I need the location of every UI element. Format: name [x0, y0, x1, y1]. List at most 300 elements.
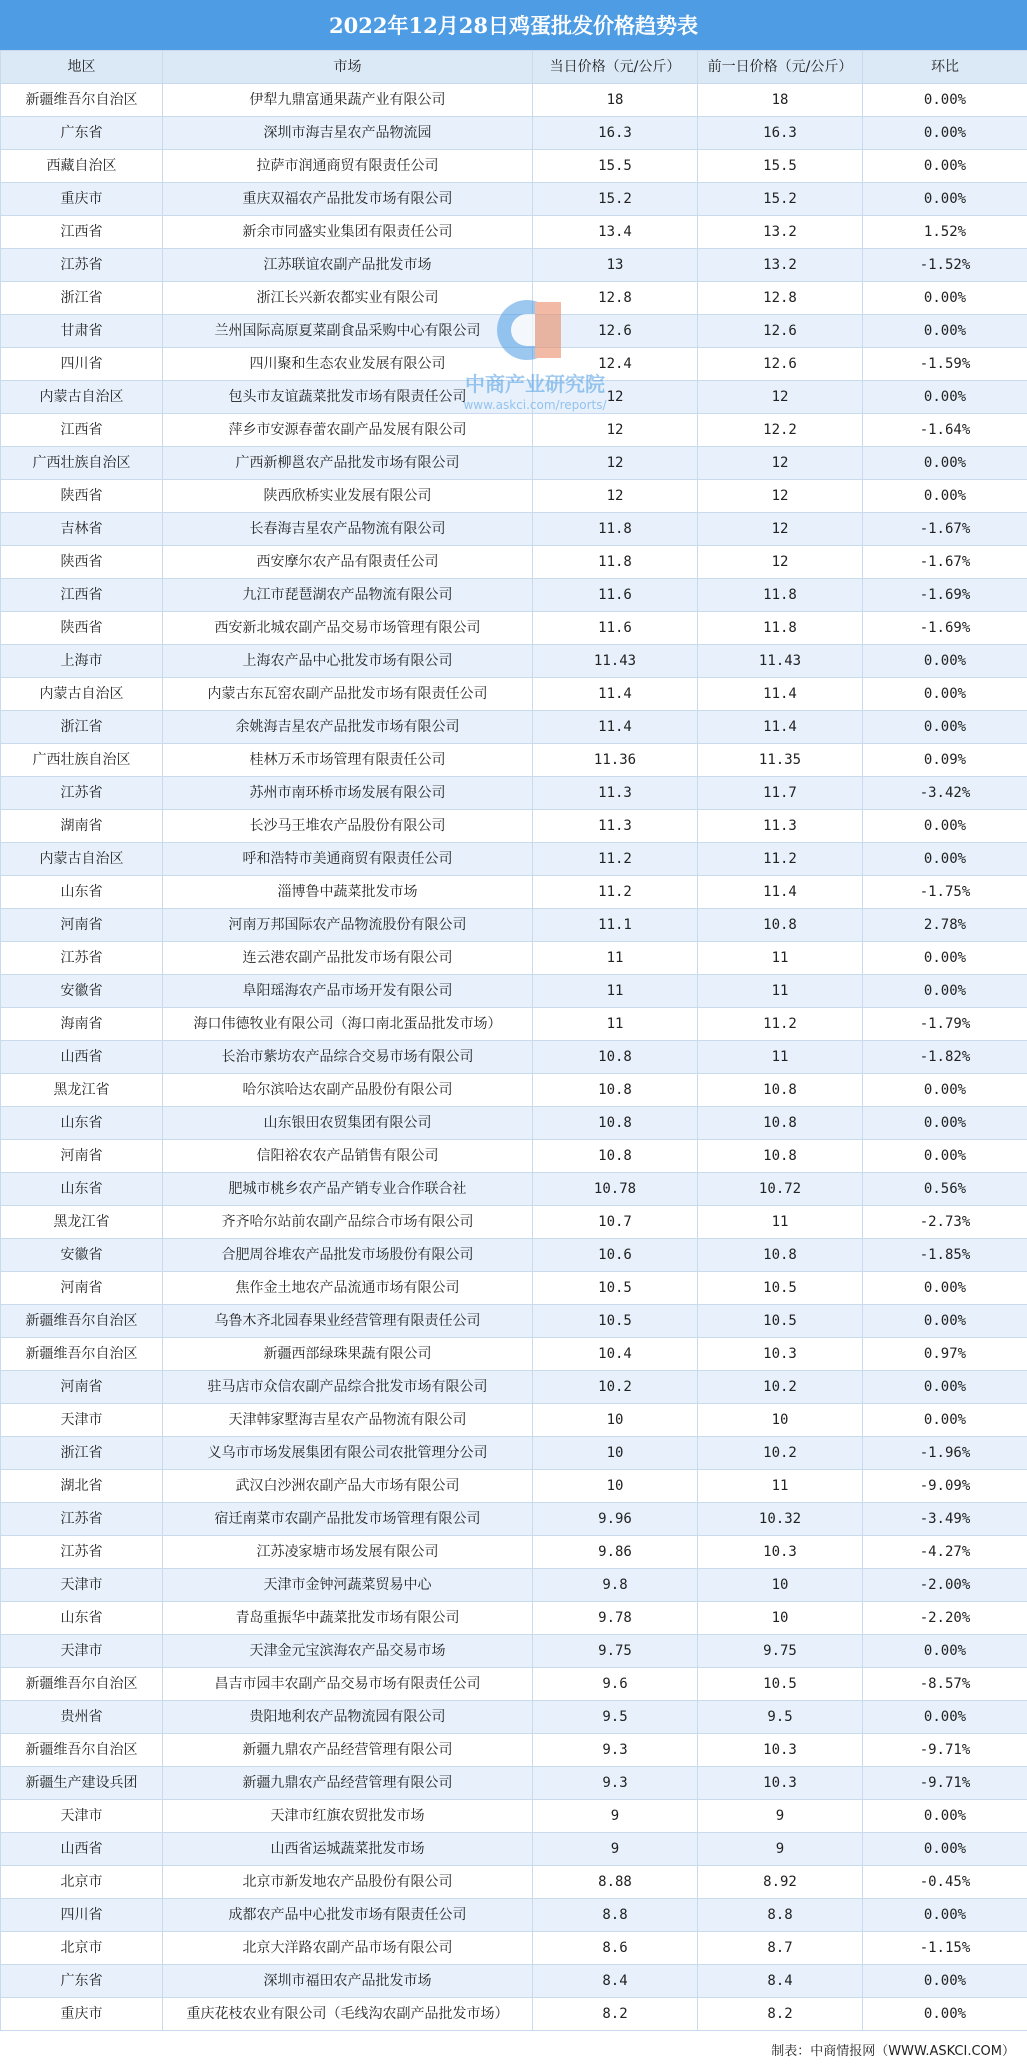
- today-price-cell: 9.86: [533, 1536, 698, 1569]
- today-price-cell: 11.1: [533, 909, 698, 942]
- market-cell: 长春海吉星农产品物流有限公司: [163, 513, 533, 546]
- today-price-cell: 10.5: [533, 1305, 698, 1338]
- change-cell: 0.00%: [863, 480, 1027, 513]
- region-cell: 天津市: [1, 1569, 163, 1602]
- previous-price-cell: 11: [698, 1470, 863, 1503]
- region-cell: 河南省: [1, 909, 163, 942]
- market-cell: 新疆九鼎农产品经营管理有限公司: [163, 1734, 533, 1767]
- market-cell: 北京大洋路农副产品市场有限公司: [163, 1932, 533, 1965]
- region-cell: 安徽省: [1, 975, 163, 1008]
- previous-price-cell: 8.8: [698, 1899, 863, 1932]
- column-header-change: 环比: [863, 51, 1027, 84]
- region-cell: 海南省: [1, 1008, 163, 1041]
- region-cell: 新疆维吾尔自治区: [1, 1305, 163, 1338]
- price-table: [0, 50, 1027, 2031]
- previous-price-cell: 10.5: [698, 1272, 863, 1305]
- today-price-cell: 10.2: [533, 1371, 698, 1404]
- market-cell: 桂林万禾市场管理有限责任公司: [163, 744, 533, 777]
- table-row: [1, 249, 1027, 282]
- market-cell: 陕西欣桥实业发展有限公司: [163, 480, 533, 513]
- region-cell: 陕西省: [1, 480, 163, 513]
- market-cell: 内蒙古东瓦窑农副产品批发市场有限责任公司: [163, 678, 533, 711]
- table-row: [1, 447, 1027, 480]
- previous-price-cell: 11: [698, 1041, 863, 1074]
- region-cell: 山东省: [1, 1602, 163, 1635]
- previous-price-cell: 12: [698, 480, 863, 513]
- today-price-cell: 10.6: [533, 1239, 698, 1272]
- today-price-cell: 11: [533, 1008, 698, 1041]
- region-cell: 河南省: [1, 1371, 163, 1404]
- change-cell: 0.00%: [863, 678, 1027, 711]
- table-row: [1, 1272, 1027, 1305]
- region-cell: 河南省: [1, 1140, 163, 1173]
- region-cell: 贵州省: [1, 1701, 163, 1734]
- market-cell: 齐齐哈尔站前农副产品综合市场有限公司: [163, 1206, 533, 1239]
- change-cell: -1.79%: [863, 1008, 1027, 1041]
- market-cell: 驻马店市众信农副产品综合批发市场有限公司: [163, 1371, 533, 1404]
- table-row: [1, 1734, 1027, 1767]
- previous-price-cell: 11.8: [698, 612, 863, 645]
- region-cell: 江苏省: [1, 249, 163, 282]
- change-cell: 0.00%: [863, 645, 1027, 678]
- change-cell: -3.42%: [863, 777, 1027, 810]
- market-cell: 北京市新发地农产品股份有限公司: [163, 1866, 533, 1899]
- today-price-cell: 11.2: [533, 876, 698, 909]
- table-row: [1, 810, 1027, 843]
- today-price-cell: 9.3: [533, 1767, 698, 1800]
- market-cell: 拉萨市润通商贸有限责任公司: [163, 150, 533, 183]
- change-cell: 0.00%: [863, 150, 1027, 183]
- previous-price-cell: 10.3: [698, 1734, 863, 1767]
- previous-price-cell: 8.92: [698, 1866, 863, 1899]
- market-cell: 广西新柳邕农产品批发市场有限公司: [163, 447, 533, 480]
- region-cell: 北京市: [1, 1866, 163, 1899]
- change-cell: 0.00%: [863, 1833, 1027, 1866]
- today-price-cell: 11.3: [533, 777, 698, 810]
- change-cell: 0.00%: [863, 447, 1027, 480]
- table-row: [1, 1569, 1027, 1602]
- previous-price-cell: 9: [698, 1833, 863, 1866]
- today-price-cell: 11.4: [533, 711, 698, 744]
- region-cell: 西藏自治区: [1, 150, 163, 183]
- previous-price-cell: 12: [698, 513, 863, 546]
- region-cell: 江西省: [1, 414, 163, 447]
- market-cell: 贵阳地利农产品物流园有限公司: [163, 1701, 533, 1734]
- today-price-cell: 11.6: [533, 612, 698, 645]
- change-cell: -9.71%: [863, 1734, 1027, 1767]
- table-row: [1, 1140, 1027, 1173]
- change-cell: 0.00%: [863, 1899, 1027, 1932]
- region-cell: 江苏省: [1, 1536, 163, 1569]
- previous-price-cell: 10.8: [698, 1239, 863, 1272]
- market-cell: 昌吉市园丰农副产品交易市场有限责任公司: [163, 1668, 533, 1701]
- today-price-cell: 10: [533, 1437, 698, 1470]
- market-cell: 阜阳瑶海农产品市场开发有限公司: [163, 975, 533, 1008]
- previous-price-cell: 11.43: [698, 645, 863, 678]
- market-cell: 焦作金土地农产品流通市场有限公司: [163, 1272, 533, 1305]
- previous-price-cell: 9: [698, 1800, 863, 1833]
- market-cell: 武汉白沙洲农副产品大市场有限公司: [163, 1470, 533, 1503]
- previous-price-cell: 11.3: [698, 810, 863, 843]
- change-cell: -2.73%: [863, 1206, 1027, 1239]
- market-cell: 萍乡市安源春蕾农副产品发展有限公司: [163, 414, 533, 447]
- table-row: [1, 777, 1027, 810]
- table-row: [1, 513, 1027, 546]
- region-cell: 湖北省: [1, 1470, 163, 1503]
- previous-price-cell: 10.5: [698, 1305, 863, 1338]
- today-price-cell: 10: [533, 1404, 698, 1437]
- today-price-cell: 10.78: [533, 1173, 698, 1206]
- market-cell: 连云港农副产品批发市场有限公司: [163, 942, 533, 975]
- previous-price-cell: 10: [698, 1602, 863, 1635]
- footer-source: 制表：中商情报网（WWW.ASKCI.COM）: [771, 2044, 1015, 2059]
- market-cell: 长沙马王堆农产品股份有限公司: [163, 810, 533, 843]
- previous-price-cell: 9.75: [698, 1635, 863, 1668]
- table-row: [1, 1206, 1027, 1239]
- region-cell: 浙江省: [1, 711, 163, 744]
- table-row: [1, 1965, 1027, 1998]
- change-cell: 0.09%: [863, 744, 1027, 777]
- region-cell: 湖南省: [1, 810, 163, 843]
- previous-price-cell: 18: [698, 84, 863, 117]
- previous-price-cell: 15.2: [698, 183, 863, 216]
- previous-price-cell: 13.2: [698, 216, 863, 249]
- change-cell: 0.97%: [863, 1338, 1027, 1371]
- table-row: [1, 612, 1027, 645]
- change-cell: 0.00%: [863, 1635, 1027, 1668]
- change-cell: -1.82%: [863, 1041, 1027, 1074]
- today-price-cell: 11.43: [533, 645, 698, 678]
- previous-price-cell: 8.2: [698, 1998, 863, 2031]
- change-cell: 0.00%: [863, 843, 1027, 876]
- previous-price-cell: 16.3: [698, 117, 863, 150]
- market-cell: 上海农产品中心批发市场有限公司: [163, 645, 533, 678]
- column-header-market: 市场: [163, 51, 533, 84]
- today-price-cell: 11.8: [533, 546, 698, 579]
- market-cell: 新疆九鼎农产品经营管理有限公司: [163, 1767, 533, 1800]
- table-row: [1, 1239, 1027, 1272]
- market-cell: 山西省运城蔬菜批发市场: [163, 1833, 533, 1866]
- previous-price-cell: 12.6: [698, 315, 863, 348]
- market-cell: 浙江长兴新农都实业有限公司: [163, 282, 533, 315]
- region-cell: 浙江省: [1, 1437, 163, 1470]
- region-cell: 江西省: [1, 216, 163, 249]
- region-cell: 新疆维吾尔自治区: [1, 1668, 163, 1701]
- market-cell: 山东银田农贸集团有限公司: [163, 1107, 533, 1140]
- today-price-cell: 15.5: [533, 150, 698, 183]
- change-cell: -1.69%: [863, 612, 1027, 645]
- table-row: [1, 1800, 1027, 1833]
- market-cell: 青岛重振华中蔬菜批发市场有限公司: [163, 1602, 533, 1635]
- previous-price-cell: 10.8: [698, 1140, 863, 1173]
- today-price-cell: 18: [533, 84, 698, 117]
- change-cell: 0.00%: [863, 1998, 1027, 2031]
- market-cell: 四川聚和生态农业发展有限公司: [163, 348, 533, 381]
- today-price-cell: 9.6: [533, 1668, 698, 1701]
- table-row: [1, 480, 1027, 513]
- today-price-cell: 8.8: [533, 1899, 698, 1932]
- previous-price-cell: 8.7: [698, 1932, 863, 1965]
- market-cell: 乌鲁木齐北园春果业经营管理有限责任公司: [163, 1305, 533, 1338]
- table-row: [1, 1404, 1027, 1437]
- market-cell: 包头市友谊蔬菜批发市场有限责任公司: [163, 381, 533, 414]
- today-price-cell: 10: [533, 1470, 698, 1503]
- previous-price-cell: 10.2: [698, 1371, 863, 1404]
- region-cell: 内蒙古自治区: [1, 678, 163, 711]
- change-cell: -2.20%: [863, 1602, 1027, 1635]
- region-cell: 山西省: [1, 1041, 163, 1074]
- market-cell: 伊犁九鼎富通果蔬产业有限公司: [163, 84, 533, 117]
- change-cell: 0.56%: [863, 1173, 1027, 1206]
- table-row: [1, 975, 1027, 1008]
- change-cell: 0.00%: [863, 1371, 1027, 1404]
- region-cell: 陕西省: [1, 612, 163, 645]
- region-cell: 北京市: [1, 1932, 163, 1965]
- previous-price-cell: 11.8: [698, 579, 863, 612]
- region-cell: 广西壮族自治区: [1, 447, 163, 480]
- market-cell: 深圳市海吉星农产品物流园: [163, 117, 533, 150]
- market-cell: 哈尔滨哈达农副产品股份有限公司: [163, 1074, 533, 1107]
- watermark-url: www.askci.com/reports/: [463, 398, 607, 412]
- market-cell: 海口伟德牧业有限公司（海口南北蛋品批发市场）: [163, 1008, 533, 1041]
- table-row: [1, 84, 1027, 117]
- previous-price-cell: 12: [698, 381, 863, 414]
- previous-price-cell: 13.2: [698, 249, 863, 282]
- change-cell: 0.00%: [863, 1272, 1027, 1305]
- previous-price-cell: 8.4: [698, 1965, 863, 1998]
- today-price-cell: 12.6: [533, 315, 698, 348]
- market-cell: 新疆西部绿珠果蔬有限公司: [163, 1338, 533, 1371]
- market-cell: 肥城市桃乡农产品产销专业合作联合社: [163, 1173, 533, 1206]
- table-row: [1, 1701, 1027, 1734]
- previous-price-cell: 10.8: [698, 1074, 863, 1107]
- change-cell: 0.00%: [863, 1404, 1027, 1437]
- change-cell: -4.27%: [863, 1536, 1027, 1569]
- region-cell: 天津市: [1, 1635, 163, 1668]
- region-cell: 四川省: [1, 348, 163, 381]
- region-cell: 黑龙江省: [1, 1206, 163, 1239]
- previous-price-cell: 12.6: [698, 348, 863, 381]
- region-cell: 新疆生产建设兵团: [1, 1767, 163, 1800]
- region-cell: 天津市: [1, 1800, 163, 1833]
- change-cell: -1.67%: [863, 546, 1027, 579]
- change-cell: 0.00%: [863, 84, 1027, 117]
- table-row: [1, 579, 1027, 612]
- table-row: [1, 909, 1027, 942]
- previous-price-cell: 10.8: [698, 909, 863, 942]
- previous-price-cell: 11: [698, 975, 863, 1008]
- region-cell: 河南省: [1, 1272, 163, 1305]
- change-cell: 0.00%: [863, 1107, 1027, 1140]
- previous-price-cell: 12: [698, 447, 863, 480]
- market-cell: 西安新北城农副产品交易市场管理有限公司: [163, 612, 533, 645]
- change-cell: 0.00%: [863, 810, 1027, 843]
- change-cell: 0.00%: [863, 117, 1027, 150]
- market-cell: 信阳裕农农产品销售有限公司: [163, 1140, 533, 1173]
- table-row: [1, 1635, 1027, 1668]
- previous-price-cell: 10: [698, 1569, 863, 1602]
- previous-price-cell: 12.2: [698, 414, 863, 447]
- change-cell: 0.00%: [863, 1800, 1027, 1833]
- table-row: [1, 1536, 1027, 1569]
- table-row: [1, 711, 1027, 744]
- change-cell: 2.78%: [863, 909, 1027, 942]
- table-row: [1, 1008, 1027, 1041]
- region-cell: 广西壮族自治区: [1, 744, 163, 777]
- table-row: [1, 315, 1027, 348]
- table-row: [1, 1899, 1027, 1932]
- change-cell: 0.00%: [863, 975, 1027, 1008]
- today-price-cell: 9: [533, 1833, 698, 1866]
- previous-price-cell: 12.8: [698, 282, 863, 315]
- table-row: [1, 216, 1027, 249]
- change-cell: -2.00%: [863, 1569, 1027, 1602]
- previous-price-cell: 10.5: [698, 1668, 863, 1701]
- today-price-cell: 8.88: [533, 1866, 698, 1899]
- table-row: [1, 282, 1027, 315]
- previous-price-cell: 10.2: [698, 1437, 863, 1470]
- table-row: [1, 876, 1027, 909]
- today-price-cell: 10.7: [533, 1206, 698, 1239]
- change-cell: -9.09%: [863, 1470, 1027, 1503]
- table-row: [1, 645, 1027, 678]
- change-cell: 0.00%: [863, 183, 1027, 216]
- region-cell: 新疆维吾尔自治区: [1, 84, 163, 117]
- today-price-cell: 12.4: [533, 348, 698, 381]
- table-row: [1, 1437, 1027, 1470]
- today-price-cell: 16.3: [533, 117, 698, 150]
- today-price-cell: 12.8: [533, 282, 698, 315]
- region-cell: 山东省: [1, 1173, 163, 1206]
- region-cell: 四川省: [1, 1899, 163, 1932]
- change-cell: -8.57%: [863, 1668, 1027, 1701]
- market-cell: 兰州国际高原夏菜副食品采购中心有限公司: [163, 315, 533, 348]
- region-cell: 内蒙古自治区: [1, 381, 163, 414]
- change-cell: 0.00%: [863, 1074, 1027, 1107]
- table-row: [1, 1173, 1027, 1206]
- market-cell: 淄博鲁中蔬菜批发市场: [163, 876, 533, 909]
- previous-price-cell: 11.35: [698, 744, 863, 777]
- table-row: [1, 1833, 1027, 1866]
- previous-price-cell: 11.4: [698, 876, 863, 909]
- region-cell: 陕西省: [1, 546, 163, 579]
- market-cell: 天津市红旗农贸批发市场: [163, 1800, 533, 1833]
- table-row: [1, 1668, 1027, 1701]
- market-cell: 义乌市市场发展集团有限公司农批管理分公司: [163, 1437, 533, 1470]
- region-cell: 江苏省: [1, 942, 163, 975]
- change-cell: -1.52%: [863, 249, 1027, 282]
- change-cell: 0.00%: [863, 1965, 1027, 1998]
- column-header-previous-price: 前一日价格（元/公斤）: [698, 51, 863, 84]
- change-cell: -1.75%: [863, 876, 1027, 909]
- region-cell: 安徽省: [1, 1239, 163, 1272]
- table-row: [1, 843, 1027, 876]
- today-price-cell: 10.8: [533, 1107, 698, 1140]
- change-cell: -1.59%: [863, 348, 1027, 381]
- today-price-cell: 10.4: [533, 1338, 698, 1371]
- today-price-cell: 9.5: [533, 1701, 698, 1734]
- table-row: [1, 1074, 1027, 1107]
- previous-price-cell: 10.3: [698, 1767, 863, 1800]
- previous-price-cell: 11: [698, 1206, 863, 1239]
- today-price-cell: 8.2: [533, 1998, 698, 2031]
- region-cell: 浙江省: [1, 282, 163, 315]
- change-cell: -1.96%: [863, 1437, 1027, 1470]
- change-cell: -9.71%: [863, 1767, 1027, 1800]
- previous-price-cell: 11.4: [698, 711, 863, 744]
- change-cell: 0.00%: [863, 1305, 1027, 1338]
- previous-price-cell: 11.2: [698, 843, 863, 876]
- change-cell: -1.85%: [863, 1239, 1027, 1272]
- region-cell: 重庆市: [1, 183, 163, 216]
- market-cell: 西安摩尔农产品有限责任公司: [163, 546, 533, 579]
- today-price-cell: 13: [533, 249, 698, 282]
- today-price-cell: 11.6: [533, 579, 698, 612]
- table-row: [1, 1503, 1027, 1536]
- region-cell: 内蒙古自治区: [1, 843, 163, 876]
- table-row: [1, 1998, 1027, 2031]
- today-price-cell: 15.2: [533, 183, 698, 216]
- market-cell: 长治市紫坊农产品综合交易市场有限公司: [163, 1041, 533, 1074]
- previous-price-cell: 11.2: [698, 1008, 863, 1041]
- market-cell: 天津韩家墅海吉星农产品物流有限公司: [163, 1404, 533, 1437]
- previous-price-cell: 11.7: [698, 777, 863, 810]
- change-cell: 0.00%: [863, 1701, 1027, 1734]
- region-cell: 上海市: [1, 645, 163, 678]
- table-row: [1, 150, 1027, 183]
- change-cell: 1.52%: [863, 216, 1027, 249]
- table-row: [1, 1107, 1027, 1140]
- change-cell: -1.67%: [863, 513, 1027, 546]
- region-cell: 天津市: [1, 1404, 163, 1437]
- today-price-cell: 12: [533, 381, 698, 414]
- region-cell: 山东省: [1, 1107, 163, 1140]
- today-price-cell: 11: [533, 975, 698, 1008]
- table-row: [1, 1866, 1027, 1899]
- market-cell: 苏州市南环桥市场发展有限公司: [163, 777, 533, 810]
- table-row: [1, 678, 1027, 711]
- market-cell: 呼和浩特市美通商贸有限责任公司: [163, 843, 533, 876]
- previous-price-cell: 10.8: [698, 1107, 863, 1140]
- today-price-cell: 9.96: [533, 1503, 698, 1536]
- region-cell: 甘肃省: [1, 315, 163, 348]
- table-title: 2022年12月28日鸡蛋批发价格趋势表: [0, 0, 1027, 50]
- today-price-cell: 9.78: [533, 1602, 698, 1635]
- today-price-cell: 12: [533, 480, 698, 513]
- today-price-cell: 9.8: [533, 1569, 698, 1602]
- table-row: [1, 1767, 1027, 1800]
- table-row: [1, 348, 1027, 381]
- today-price-cell: 9: [533, 1800, 698, 1833]
- previous-price-cell: 10.32: [698, 1503, 863, 1536]
- change-cell: -0.45%: [863, 1866, 1027, 1899]
- market-cell: 江苏凌家塘市场发展有限公司: [163, 1536, 533, 1569]
- previous-price-cell: 12: [698, 546, 863, 579]
- previous-price-cell: 11.4: [698, 678, 863, 711]
- change-cell: 0.00%: [863, 282, 1027, 315]
- market-cell: 九江市琵琶湖农产品物流有限公司: [163, 579, 533, 612]
- region-cell: 广东省: [1, 117, 163, 150]
- region-cell: 黑龙江省: [1, 1074, 163, 1107]
- table-row: [1, 1338, 1027, 1371]
- region-cell: 江西省: [1, 579, 163, 612]
- previous-price-cell: 10: [698, 1404, 863, 1437]
- market-cell: 重庆花枝农业有限公司（毛线沟农副产品批发市场）: [163, 1998, 533, 2031]
- previous-price-cell: 10.3: [698, 1536, 863, 1569]
- region-cell: 新疆维吾尔自治区: [1, 1338, 163, 1371]
- previous-price-cell: 15.5: [698, 150, 863, 183]
- region-cell: 吉林省: [1, 513, 163, 546]
